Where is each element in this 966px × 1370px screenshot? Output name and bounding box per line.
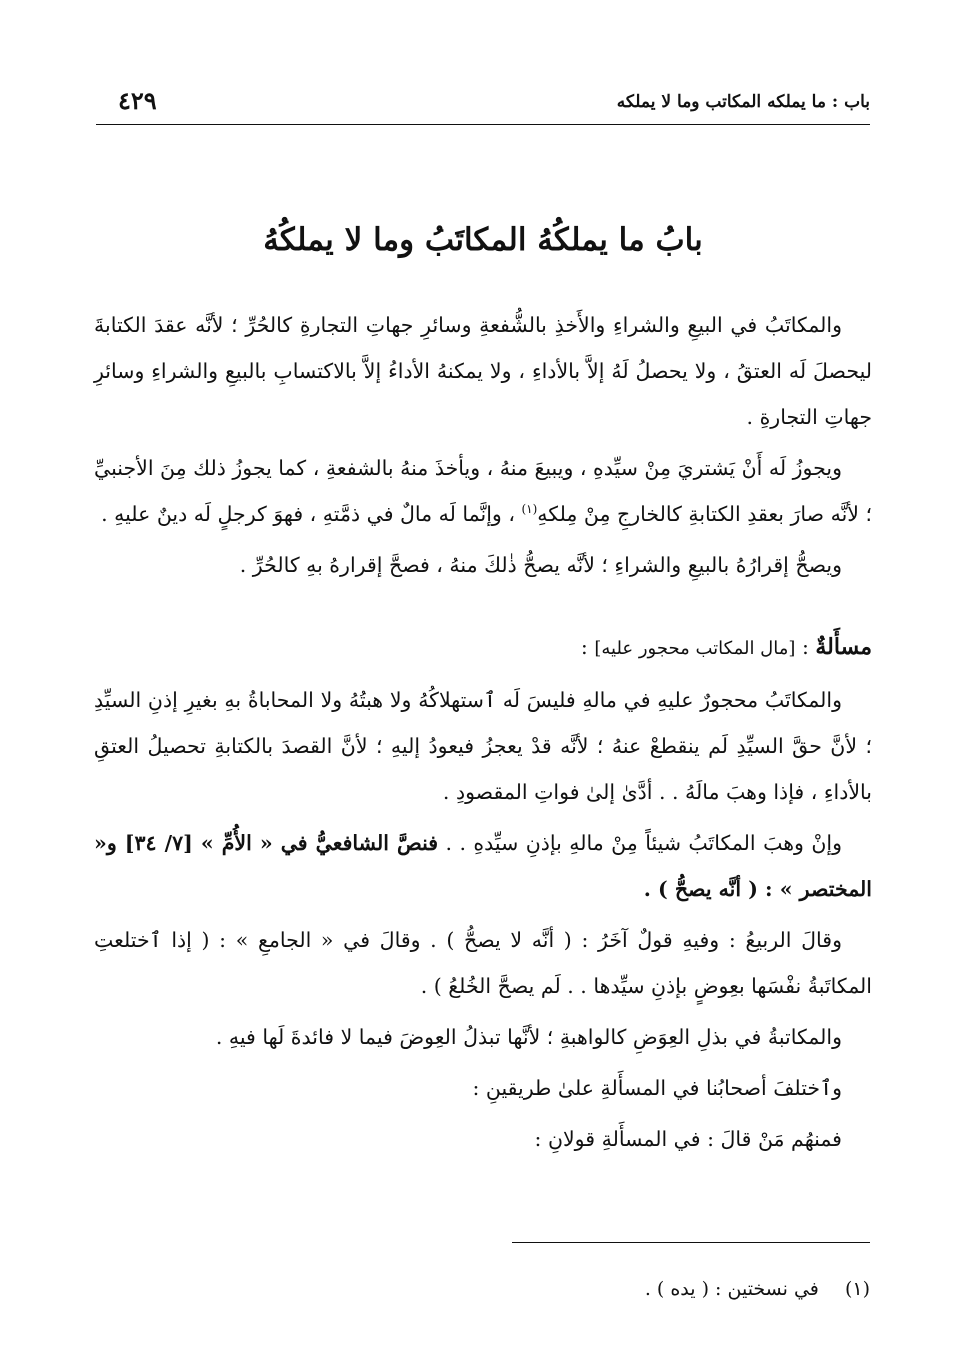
paragraph: والمكاتبةُ في بذلِ العِوَضِ كالواهبةِ ؛ لأنَّها تبذلُ العِوضَ فيما لا فائدةَ لَها فيهِ . <box>215 1025 842 1049</box>
running-title: باب : ما يملكه المكاتب وما لا يملكه <box>616 92 870 112</box>
paragraph: والمكاتَبُ محجورٌ عليهِ في مالهِ فليسَ لَه ٱستهلاكُهُ ولا هبتُهُ ولا المحاباةُ بهِ بغيرِ إذنِ السيِّدِ ؛ لأنَّ حقَّ السيِّدِ لَم ينقطعْ عنهُ ؛ لأنَّه قدْ يعجزُ فيعودُ إليهِ ؛ لأنَّ القصدَ بالكتابةِ تحصيلُ العتقِ بالأداءِ ، فإذا وهبَ مالَهُ . . أدَّىٰ إلىٰ فواتِ المقصودِ . <box>94 688 872 804</box>
footnote-text: في نسختين : ( يده ) . <box>644 1278 819 1300</box>
page-number: ٤٢٩ <box>118 86 157 115</box>
paragraph: فمنهُم مَنْ قالَ : في المسأَلةِ قولانِ : <box>534 1127 842 1151</box>
body-text <box>94 302 872 1167</box>
footnote <box>96 1278 870 1300</box>
paragraph <box>94 445 872 537</box>
chapter-title: بابُ ما يملكُهُ المكاتَبُ وما لا يملكُهُ <box>263 222 703 258</box>
paragraph-text-bold: فنصَّ الشافعيُّ في « الأُمِّ » [٧/ ٣٤] و« المختصر » : ( أنَّه يصحُّ ) . <box>94 831 872 901</box>
footnote-divider <box>512 1242 870 1243</box>
paragraph: وقالَ الربيعُ : وفيهِ قولٌ آخَرُ : ( أنَّه لا يصحُّ ) . وقالَ في « الجامعِ » : ( إذا ٱختلعتِ المكاتَبةُ نفْسَها بعِوضٍ بإذنِ سيِّدها . . لَم يصحَّ الخُلعُ ) . <box>94 928 872 998</box>
footnote-number: (١) <box>844 1278 870 1300</box>
masala-separator: : <box>795 635 816 659</box>
running-header <box>96 84 870 125</box>
masala-tail: : <box>580 635 595 659</box>
masala-heading-line <box>94 624 872 672</box>
paragraph-text: ويجوزُ لَه أَنْ يَشتريَ مِنْ سيِّدهِ ، ويبيعَ منهُ ، ويأخذَ منهُ بالشفعةِ ، كما يجوزُ ذلك مِنَ الأجنبيِّ ؛ لأنَّه صارَ بعقدِ الكتابةِ كالخارجِ مِنْ مِلكهِ <box>94 456 872 526</box>
masala-label: مسأَلةٌ <box>815 634 872 660</box>
paragraph: والمكاتَبُ في البيعِ والشراءِ والأَخذِ بالشُّفعةِ وسائرِ جهاتِ التجارةِ كالحُرِّ ؛ لأنَّه عقدَ الكتابةَ ليحصلَ لَه العتقُ ، ولا يحصلُ لَهُ إلاَّ بالأداءِ ، ولا يمكنهُ الأداءُ إلاَّ بالاكتسابِ بالبيعِ والشراءِ وسائرِ جهاتِ التجارةِ . <box>94 313 872 429</box>
masala-heading: [مال المكاتب محجور عليه] <box>594 638 796 659</box>
paragraph <box>94 820 872 912</box>
paragraph: ويصحُّ إقرارُهُ بالبيعِ والشراءِ ؛ لأنَّه يصحُّ ذٰلكَ منهُ ، فصحَّ إقرارهُ بهِ كالحُرِّ . <box>239 553 842 577</box>
paragraph: وٱختلفَ أصحابُنا في المسأَلةِ علىٰ طريقينِ : <box>472 1076 842 1100</box>
footnote-reference: (١) <box>521 502 538 517</box>
paragraph-text: ، وإنَّما لَه مالٌ في ذمَّتهِ ، فهوَ كرجلٍ لَه دينٌ عليهِ . <box>101 502 522 526</box>
paragraph-text: وإنْ وهبَ المكاتَبُ شيئاً مِنْ مالهِ بإذنِ سيِّدهِ . . <box>438 831 842 855</box>
